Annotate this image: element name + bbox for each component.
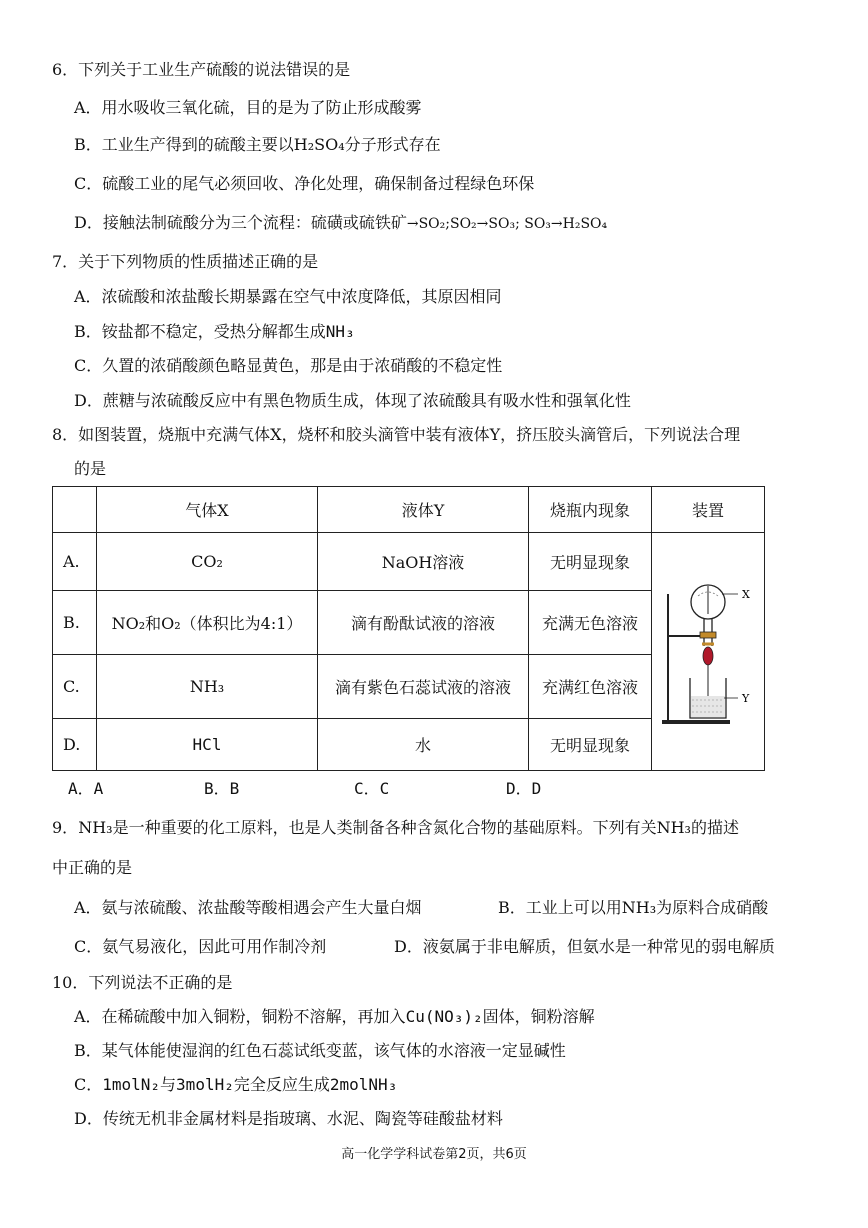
q6-option-b-formula: H₂SO₄ bbox=[293, 135, 345, 154]
q10-option-a-text: A．在稀硫酸中加入铜粉，铜粉不溶解，再加入 bbox=[74, 1007, 406, 1026]
q6-option-d bbox=[74, 212, 607, 235]
q8-table bbox=[52, 486, 765, 771]
page-footer: 高一化学学科试卷第2页，共6页 bbox=[341, 1147, 527, 1162]
q10-option-a-text-end: 固体，铜粉溶解 bbox=[482, 1007, 595, 1026]
q8-header-apparatus: 装置 bbox=[652, 487, 765, 533]
q9-stem-text-end: 的描述 bbox=[690, 818, 739, 837]
q10-option-d: D．传统无机非金属材料是指玻璃、水泥、陶瓷等硅酸盐材料 bbox=[74, 1109, 503, 1128]
row-label: A. bbox=[53, 533, 97, 591]
q6-option-a: A．用水吸收三氧化硫，目的是为了防止形成酸雾 bbox=[74, 98, 422, 117]
q9-option-b-text-end: 为原料合成硝酸 bbox=[656, 898, 769, 917]
q6-stem: 6．下列关于工业生产硫酸的说法错误的是 bbox=[52, 60, 351, 79]
q8-header-liquid: 液体Y bbox=[318, 487, 529, 533]
row-phenomenon: 充满无色溶液 bbox=[529, 591, 652, 655]
q8-header-blank bbox=[53, 487, 97, 533]
q6-option-b bbox=[74, 134, 441, 156]
q7-option-b-text: B．铵盐都不稳定，受热分解都生成 bbox=[74, 322, 326, 341]
row-gas: CO₂ bbox=[97, 533, 318, 591]
q9-stem-number: 9． bbox=[52, 818, 79, 837]
q9-stem-text: 是一种重要的化工原料，也是人类制备各种含氮化合物的基础原料。下列有关 bbox=[112, 818, 657, 837]
q6-option-b-text-end: 分子形式存在 bbox=[344, 135, 441, 154]
row-phenomenon: 无明显现象 bbox=[529, 533, 652, 591]
q9-option-d: D．液氨属于非电解质，但氨水是一种常见的弱电解质 bbox=[394, 937, 775, 956]
apparatus-diagram bbox=[656, 572, 760, 732]
apparatus-label-x: X bbox=[742, 587, 750, 601]
q9-stem-line2: 中正确的是 bbox=[52, 858, 133, 877]
apparatus-cell bbox=[652, 533, 765, 771]
q10-option-c-formula: 1molN₂与3molH₂完全反应生成2molNH₃ bbox=[102, 1075, 398, 1094]
q8-choice-a: A．A bbox=[68, 779, 104, 798]
q9-option-b-text: B．工业上可以用 bbox=[498, 898, 622, 917]
row-phenomenon: 充满红色溶液 bbox=[529, 655, 652, 719]
q6-option-d-formula: →SO₂;SO₂→SO₃; SO₃→H₂SO₄ bbox=[406, 216, 608, 232]
q7-option-b-formula: NH₃ bbox=[325, 322, 355, 341]
q9-option-c: C．氨气易液化，因此可用作制冷剂 bbox=[74, 937, 327, 956]
q8-header-phenomenon: 烧瓶内现象 bbox=[529, 487, 652, 533]
q10-option-a-formula: Cu(NO₃)₂ bbox=[405, 1007, 483, 1026]
q10-stem: 10．下列说法不正确的是 bbox=[52, 973, 233, 992]
row-liquid: 滴有紫色石蕊试液的溶液 bbox=[318, 655, 529, 719]
row-gas: HCl bbox=[97, 719, 318, 771]
q8-choice-c: C．C bbox=[354, 779, 390, 798]
q8-choice-b: B．B bbox=[204, 779, 240, 798]
row-phenomenon: 无明显现象 bbox=[529, 719, 652, 771]
q8-stem-line2: 的是 bbox=[74, 459, 107, 478]
q8-table-header-row bbox=[53, 487, 765, 533]
q10-option-b: B．某气体能使湿润的红色石蕊试纸变蓝，该气体的水溶液一定显碱性 bbox=[74, 1041, 566, 1060]
q7-option-d: D．蔗糖与浓硫酸反应中有黑色物质生成，体现了浓硫酸具有吸水性和强氧化性 bbox=[74, 391, 631, 410]
row-label: D. bbox=[53, 719, 97, 771]
q9-option-b-formula: NH₃ bbox=[621, 898, 657, 917]
q9-stem-formula-2: NH₃ bbox=[656, 818, 691, 837]
q6-option-c: C．硫酸工业的尾气必须回收、净化处理，确保制备过程绿色环保 bbox=[74, 174, 535, 193]
table-row bbox=[53, 533, 765, 591]
apparatus-label-y: Y bbox=[742, 691, 750, 705]
q10-option-c bbox=[74, 1074, 397, 1096]
q10-option-a bbox=[74, 1006, 595, 1028]
q9-option-b bbox=[498, 897, 768, 919]
q6-option-d-text: D．接触法制硫酸分为三个流程：硫磺或硫铁矿 bbox=[74, 213, 407, 232]
row-gas: NO₂和O₂（体积比为4:1） bbox=[97, 591, 318, 655]
q7-stem: 7．关于下列物质的性质描述正确的是 bbox=[52, 252, 319, 271]
row-label: C. bbox=[53, 655, 97, 719]
q7-option-b bbox=[74, 321, 355, 343]
q9-stem-formula-1: NH₃ bbox=[78, 818, 113, 837]
q7-option-c: C．久置的浓硝酸颜色略显黄色，那是由于浓硝酸的不稳定性 bbox=[74, 356, 503, 375]
q7-option-a: A．浓硫酸和浓盐酸长期暴露在空气中浓度降低，其原因相同 bbox=[74, 287, 502, 306]
q8-stem-line1: 8．如图装置，烧瓶中充满气体X，烧杯和胶头滴管中装有液体Y，挤压胶头滴管后，下列说法合理 bbox=[52, 425, 741, 444]
q8-choice-d: D．D bbox=[506, 779, 542, 798]
row-liquid: 水 bbox=[318, 719, 529, 771]
row-liquid: 滴有酚酞试液的溶液 bbox=[318, 591, 529, 655]
q9-option-a: A．氨与浓硫酸、浓盐酸等酸相遇会产生大量白烟 bbox=[74, 898, 422, 917]
q9-stem-line1 bbox=[52, 817, 739, 839]
q6-option-b-text: B．工业生产得到的硫酸主要以 bbox=[74, 135, 294, 154]
q10-option-c-label: C． bbox=[74, 1075, 103, 1094]
row-label: B. bbox=[53, 591, 97, 655]
row-gas: NH₃ bbox=[97, 655, 318, 719]
row-liquid: NaOH溶液 bbox=[318, 533, 529, 591]
q8-header-gas: 气体X bbox=[97, 487, 318, 533]
